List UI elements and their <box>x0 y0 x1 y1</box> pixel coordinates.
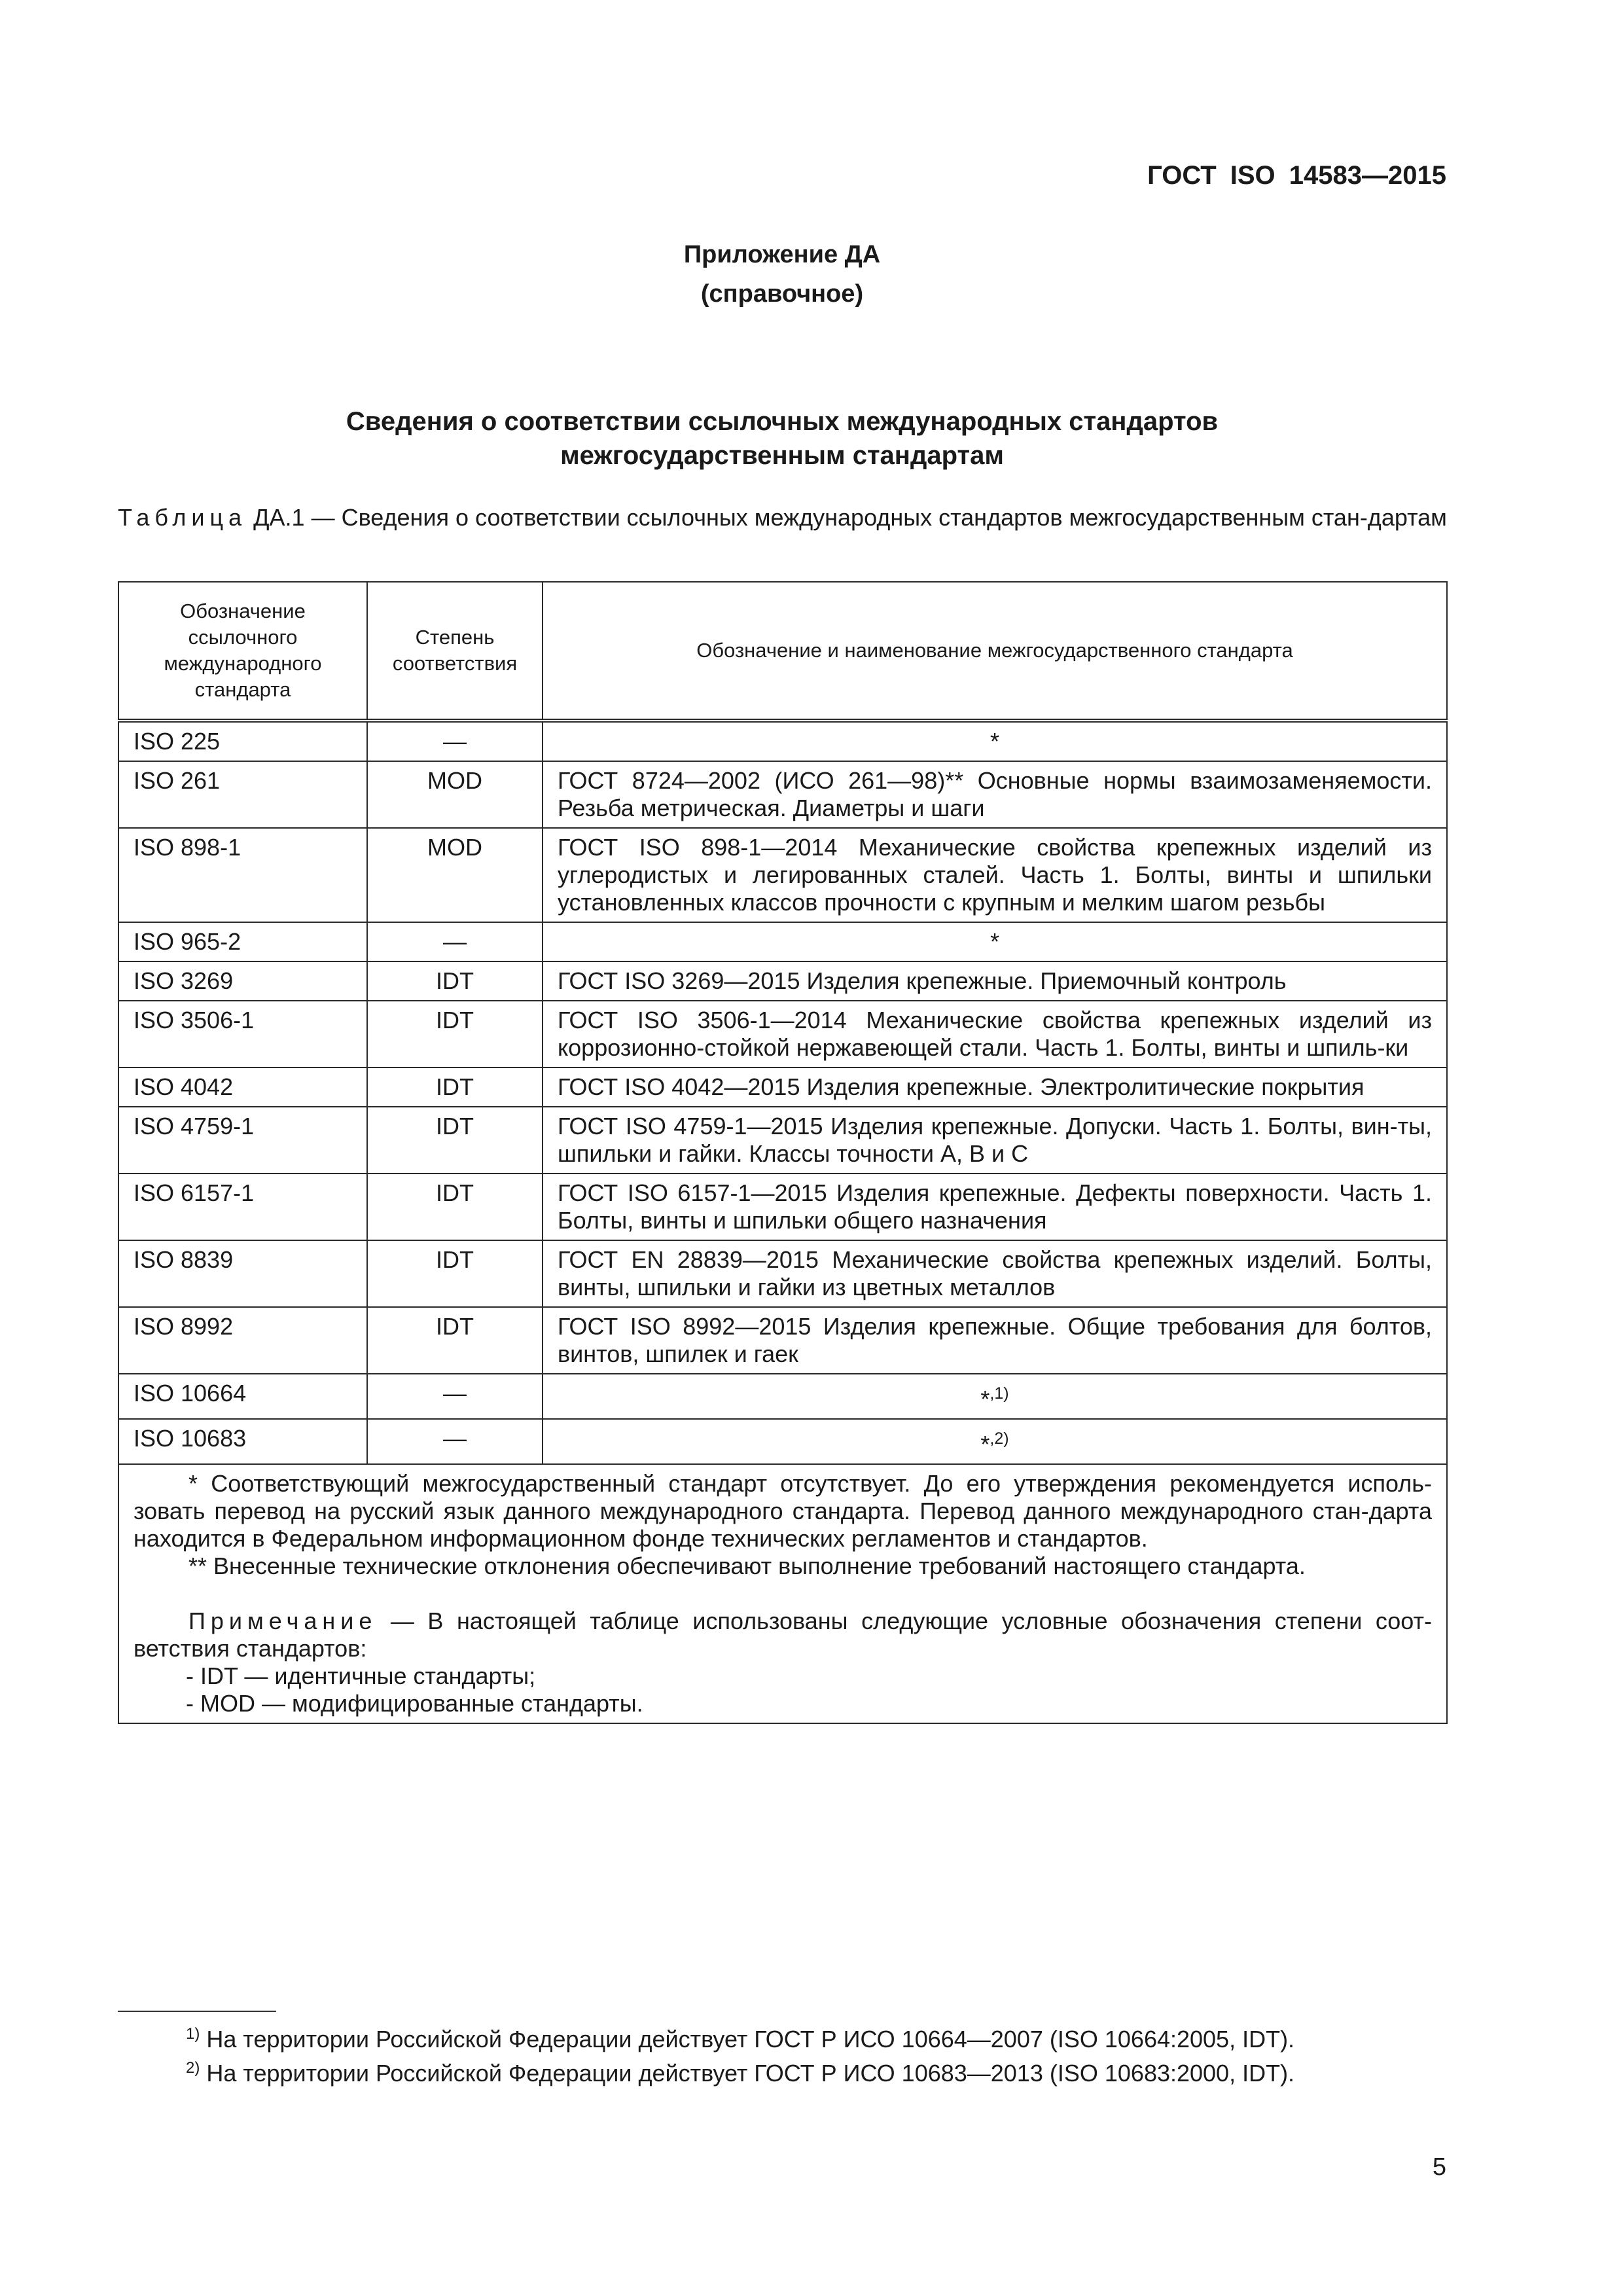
header-interstate-standard: Обозначение и наименование межгосударственного стандарта <box>543 582 1447 721</box>
degree-value: — <box>367 721 543 761</box>
note-star-double: ** Внесенные технические отклонения обеспечивают выполнение требований настоящего стандарта. <box>188 1552 1306 1579</box>
annex-kind: (справочное) <box>700 280 864 308</box>
reference-code: ISO 10683 <box>118 1419 367 1464</box>
standard-name: ГОСТ ISO 8992—2015 Изделия крепежные. Общие требования для болтов, винтов, шпилек и гаек <box>543 1307 1447 1374</box>
document-header: ГОСТ ISO 14583—2015 <box>1147 161 1446 190</box>
standard-name: ГОСТ ISO 6157-1—2015 Изделия крепежные. Дефекты поверхности. Часть 1. Болты, винты и шпильки общего назначения <box>543 1174 1447 1240</box>
reference-code: ISO 10664 <box>118 1374 367 1419</box>
standard-name: ГОСТ ISO 3269—2015 Изделия крепежные. Приемочный контроль <box>543 961 1447 1001</box>
standard-name: ГОСТ ISO 898-1—2014 Механические свойства крепежных изделий из углеродистых и легированных сталей. Часть 1. Болты, винты и шпильки установленных классов прочности с крупным и мелким шагом резьбы <box>543 828 1447 922</box>
table-row <box>118 922 1447 961</box>
reference-code: ISO 261 <box>118 761 367 828</box>
standard-name: ГОСТ ISO 4759-1—2015 Изделия крепежные. Допуски. Часть 1. Болты, вин-ты, шпильки и гайки. Классы точности А, В и С <box>543 1107 1447 1174</box>
missing-standard-mark: * <box>980 1431 990 1458</box>
footnote-2-mark: 2) <box>186 2059 200 2077</box>
table-row <box>118 1174 1447 1240</box>
standard-name: ГОСТ EN 28839—2015 Механические свойства крепежных изделий. Болты, винты, шпильки и гайки из цветных металлов <box>543 1240 1447 1307</box>
footnote-2-text: На территории Российской Федерации действует ГОСТ Р ИСО 10683—2013 (ISO 10683:2000, IDT). <box>200 2060 1295 2087</box>
degree-value: IDT <box>367 1107 543 1174</box>
degree-value: — <box>367 1374 543 1419</box>
standard-name: ГОСТ ISO 4042—2015 Изделия крепежные. Электролитические покрытия <box>543 1067 1447 1107</box>
standard-name <box>543 1419 1447 1464</box>
footnote-1 <box>0 2020 1623 2054</box>
footnote-ref-1: ,1) <box>990 1384 1009 1403</box>
note-label: Примечание <box>188 1607 378 1634</box>
page-number: 5 <box>1432 2153 1446 2181</box>
table-row <box>118 828 1447 922</box>
table-row <box>118 761 1447 828</box>
degree-value: IDT <box>367 1174 543 1240</box>
reference-code: ISO 965-2 <box>118 922 367 961</box>
standard-name: ГОСТ 8724—2002 (ИСО 261—98)** Основные нормы взаимозаменяемости. Резьба метрическая. Диаметры и шаги <box>543 761 1447 828</box>
footnotes <box>0 2020 1623 2088</box>
note-star-single: * Соответствующий межгосударственный стандарт отсутствует. До его утверждения рекомендуется исполь-зовать перевод на русский язык данного международного стандарта. Перевод данного международного стан-дарта находится в Федеральном информационном фонде технических регламентов и стандартов. <box>134 1470 1432 1552</box>
table-row <box>118 1067 1447 1107</box>
correspondence-table <box>118 581 1448 1724</box>
degree-value: IDT <box>367 1001 543 1067</box>
reference-code: ISO 6157-1 <box>118 1174 367 1240</box>
standard-name: * <box>543 721 1447 761</box>
section-title-line-2: межгосударственным стандартам <box>560 441 1004 470</box>
reference-code: ISO 8992 <box>118 1307 367 1374</box>
reference-code: ISO 225 <box>118 721 367 761</box>
reference-code: ISO 4042 <box>118 1067 367 1107</box>
table-caption <box>118 504 1448 531</box>
footnote-separator <box>118 2011 276 2012</box>
degree-value: — <box>367 922 543 961</box>
table-row <box>118 1419 1447 1464</box>
section-title-line-1: Сведения о соответствии ссылочных международных стандартов <box>346 407 1219 436</box>
note-item-idt: - IDT — идентичные стандарты; <box>186 1662 536 1689</box>
annex-title: Приложение ДА <box>683 241 881 268</box>
table-row <box>118 961 1447 1001</box>
reference-code: ISO 3269 <box>118 961 367 1001</box>
table-header-row <box>118 582 1447 721</box>
table-row <box>118 1374 1447 1419</box>
degree-value: MOD <box>367 761 543 828</box>
standard-name <box>543 1374 1447 1419</box>
section-title <box>0 404 1564 473</box>
footnote-1-mark: 1) <box>186 2025 200 2043</box>
reference-code: ISO 8839 <box>118 1240 367 1307</box>
header-reference-standard: Обозначение ссылочного международного стандарта <box>118 582 367 721</box>
table-row <box>118 1307 1447 1374</box>
table-notes-row <box>118 1464 1447 1723</box>
table-row <box>118 1240 1447 1307</box>
note-item-mod: - MOD — модифицированные стандарты. <box>186 1690 643 1717</box>
table-row <box>118 1107 1447 1174</box>
degree-value: MOD <box>367 828 543 922</box>
reference-code: ISO 898-1 <box>118 828 367 922</box>
table-caption-label: Таблица <box>118 504 247 531</box>
missing-standard-mark: * <box>980 1386 990 1412</box>
degree-value: — <box>367 1419 543 1464</box>
footnote-1-text: На территории Российской Федерации действует ГОСТ Р ИСО 10664—2007 (ISO 10664:2005, IDT). <box>200 2026 1295 2053</box>
degree-value: IDT <box>367 961 543 1001</box>
footnote-2 <box>0 2054 1623 2088</box>
standard-name: ГОСТ ISO 3506-1—2014 Механические свойства крепежных изделий из коррозионно-стойкой нержавеющей стали. Часть 1. Болты, винты и шпиль-ки <box>543 1001 1447 1067</box>
table-notes <box>118 1464 1447 1723</box>
table-row <box>118 721 1447 761</box>
degree-value: IDT <box>367 1307 543 1374</box>
degree-value: IDT <box>367 1067 543 1107</box>
reference-code: ISO 3506-1 <box>118 1001 367 1067</box>
degree-value: IDT <box>367 1240 543 1307</box>
note-text: — В настоящей таблице использованы следующие условные обозначения степени соот-ветствия стандартов: <box>134 1607 1432 1662</box>
footnote-ref-2: ,2) <box>990 1429 1009 1448</box>
table-row <box>118 1001 1447 1067</box>
standard-name: * <box>543 922 1447 961</box>
header-degree: Степень соответствия <box>367 582 543 721</box>
table-caption-text: ДА.1 — Сведения о соответствии ссылочных международных стандартов межгосударственным стан-дартам <box>247 504 1447 531</box>
reference-code: ISO 4759-1 <box>118 1107 367 1174</box>
note-paragraph <box>134 1607 1432 1662</box>
